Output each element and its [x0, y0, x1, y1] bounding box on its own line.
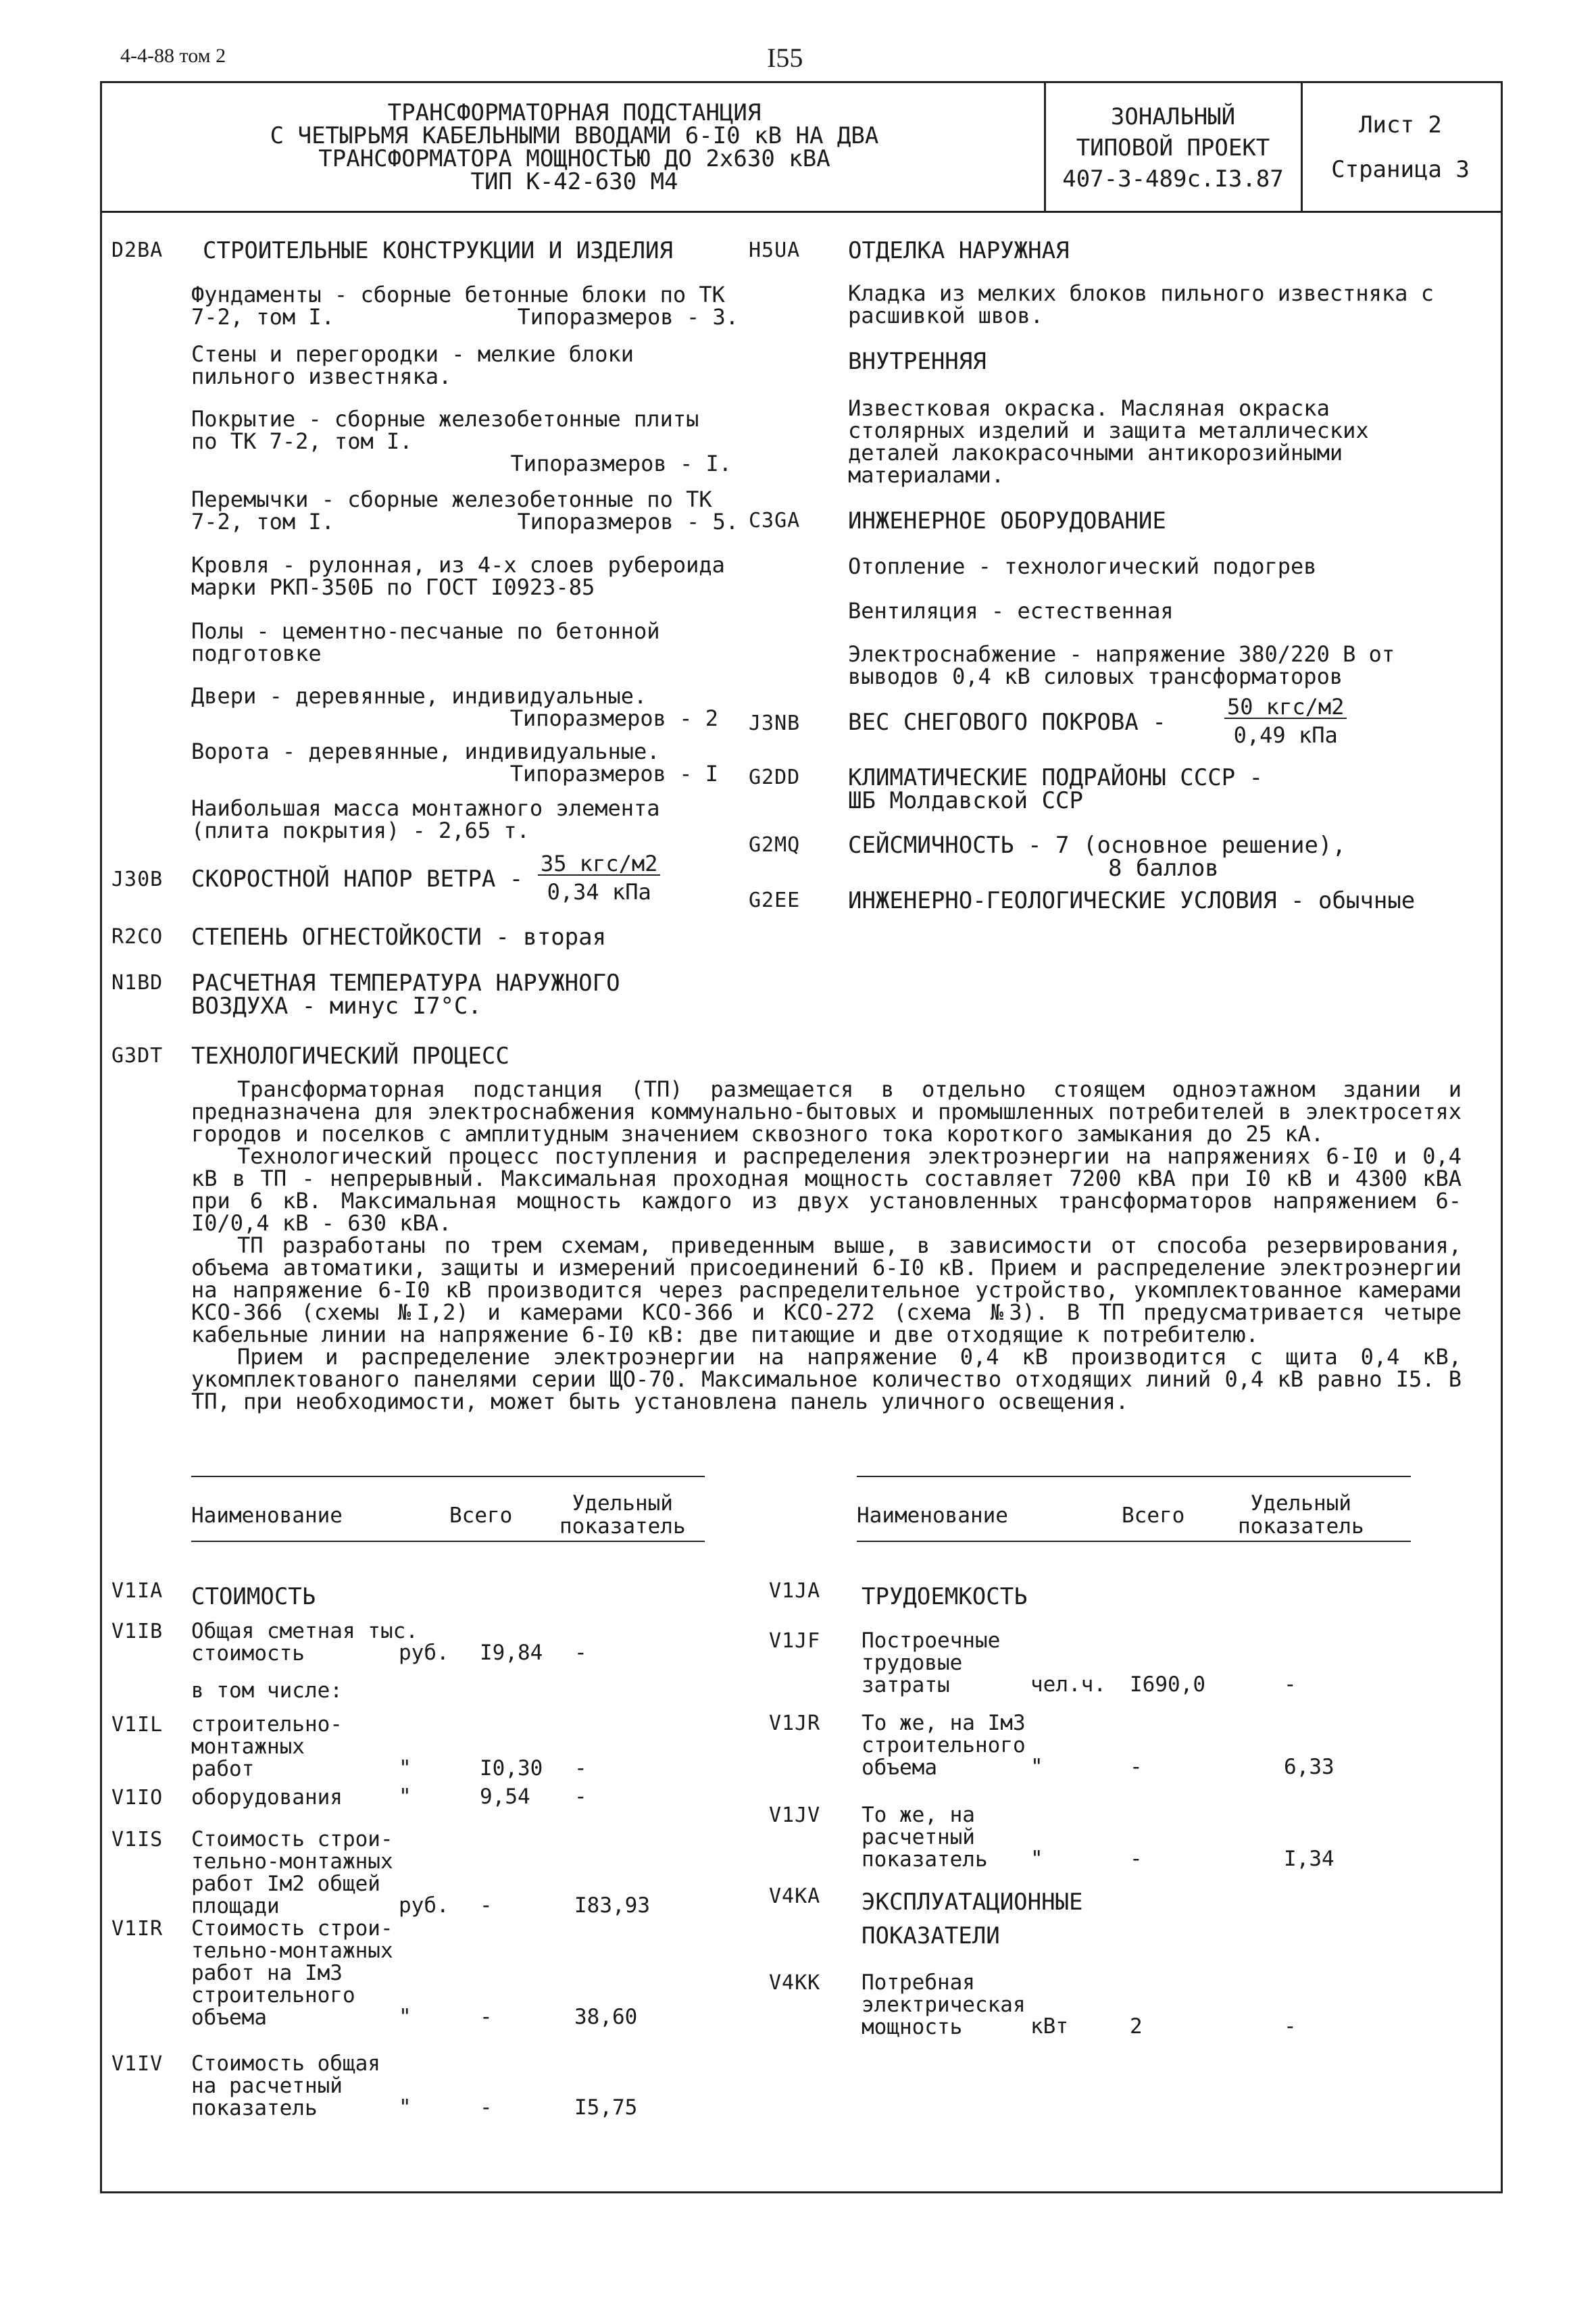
section-code: G2EE	[749, 889, 801, 912]
seismicity-line: СЕЙСМИЧНОСТЬ - 7 (основное решение),	[848, 832, 1346, 859]
header-line: Удельный	[572, 1491, 673, 1516]
row-specific: I,34	[1284, 1847, 1335, 1871]
page-number: I55	[767, 43, 803, 73]
row-name-line: площади	[191, 1894, 280, 1918]
section-heading: ИНЖЕНЕРНОЕ ОБОРУДОВАНИЕ	[848, 507, 1166, 534]
wind-pressure-label: СКОРОСТНОЙ НАПОР ВЕТРА -	[191, 866, 524, 893]
row-name-line: То же, на Iм3	[862, 1711, 1026, 1735]
row-code: V1IA	[111, 1579, 164, 1603]
row-name-line: Потребная	[862, 1970, 975, 1995]
header-line: показатель	[1238, 1514, 1364, 1539]
row-unit: "	[399, 1785, 412, 1809]
equipment-item: Электроснабжение - напряжение 380/220 В от выводов 0,4 кВ силовых трансформаторов	[848, 641, 1395, 689]
section-code: N1BD	[111, 971, 164, 995]
project-designation	[1047, 101, 1299, 195]
row-name	[862, 1580, 1028, 1614]
sub-heading: ВНУТРЕННЯЯ	[848, 348, 987, 375]
row-total: -	[480, 1893, 493, 1918]
row-name-line: расчетный	[862, 1825, 975, 1849]
section-heading: ТЕХНОЛОГИЧЕСКИЙ ПРОЦЕСС	[191, 1043, 509, 1070]
row-total: I690,0	[1130, 1672, 1205, 1697]
row-name-line: затраты	[862, 1673, 950, 1697]
section-code: J3NB	[749, 712, 801, 735]
row-name-line: оборудования	[191, 1785, 343, 1810]
exterior-finish-text: Кладка из мелких блоков пильного известняка с расшивкой швов.	[848, 280, 1434, 328]
seismicity	[848, 834, 1346, 880]
title-line: С ЧЕТЫРЬМЯ КАБЕЛЬНЫМИ ВВОДАМИ 6-I0 кВ НА ДВА	[270, 122, 879, 149]
equipment-item: Вентиляция - естественная	[848, 598, 1174, 624]
row-name-line: строительного	[862, 1733, 1026, 1758]
seismicity-line: 8 баллов	[1108, 855, 1219, 882]
section-code: C3GA	[749, 509, 801, 532]
row-code: V1JR	[769, 1712, 821, 1735]
row-name-line: Стоимость строи-	[191, 1827, 393, 1851]
item-tail: Типоразмеров - 2	[509, 705, 718, 731]
process-paragraph: ТП разработаны по трем схемам, приведенным выше, в зависимости от способа резервирования, объема автоматики, защиты и измерений присоединений 6-I0 кВ. Прием и распределение электроэнергии на напряжение 6-I0 кВ производится через распределительное устройство, укомплектованное камерами КСО-366 (схемы №I,2) и камерами КСО-366 и КСО-272 (схема №3). В ТП предусматривается четыре кабельные линии на напряжение 6-I0 кВ: две питающие и две отходящие к потребителю.	[191, 1233, 1462, 1347]
title-line: ТРАНСФОРМАТОРНАЯ ПОДСТАНЦИЯ	[387, 99, 762, 126]
row-name-line: строительно-	[191, 1712, 343, 1737]
equipment-item: Отопление - технологический подогрев	[848, 553, 1317, 579]
fire-resistance: СТЕПЕНЬ ОГНЕСТОЙКОСТИ - вторая	[191, 924, 607, 951]
row-total: -	[1130, 1847, 1143, 1871]
row-code: V4KA	[769, 1885, 821, 1908]
construction-item	[191, 797, 732, 842]
fraction-numerator: 35 кгс/м2	[538, 853, 660, 876]
row-name-line: в том числе:	[191, 1678, 343, 1703]
interior-finish-text: Известковая окраска. Масляная окраска столярных изделий и защита металлических деталей лакокрасочными антикорозийными материалами.	[848, 395, 1369, 488]
construction-item	[191, 343, 705, 388]
row-name-line: мощность	[862, 2015, 963, 2039]
header-line: Удельный	[1250, 1491, 1351, 1516]
item-text: Ворота - деревянные, индивидуальные.	[191, 739, 660, 764]
row-name	[862, 1885, 1083, 1953]
section-code: R2CO	[111, 925, 164, 949]
construction-item	[191, 620, 732, 665]
section-code: J30B	[111, 868, 164, 891]
row-name-line: показатель	[191, 2096, 318, 2120]
project-line: ЗОНАЛЬНЫЙ	[1110, 103, 1236, 130]
left-header-total: Всего	[449, 1503, 513, 1528]
snow-load-label: ВЕС СНЕГОВОГО ПОКРОВА -	[848, 709, 1166, 736]
row-code: V1IO	[111, 1786, 164, 1810]
row-specific: -	[1284, 1672, 1297, 1697]
project-line: 407-3-489с.I3.87	[1062, 166, 1284, 193]
row-specific: I83,93	[574, 1893, 650, 1918]
row-specific: I5,75	[574, 2095, 638, 2120]
row-name-line: на расчетный	[191, 2074, 343, 2098]
row-unit: "	[399, 1756, 412, 1781]
row-total: 2	[1130, 2014, 1143, 2039]
item-text: Покрытие - сборные железобетонные плиты по ТК 7-2, том I.	[191, 406, 699, 454]
row-unit: "	[1030, 1847, 1043, 1871]
document-title	[108, 101, 1041, 193]
section-code: G2MQ	[749, 833, 801, 857]
row-name-line: СТОИМОСТЬ	[191, 1583, 316, 1610]
construction-item	[191, 741, 718, 785]
row-total: -	[1130, 1755, 1143, 1779]
row-total: -	[480, 2095, 493, 2120]
row-unit: "	[399, 2095, 412, 2120]
title-block-divider-2	[1301, 81, 1303, 211]
item-text: Полы - цементно-песчаные по бетонной подготовке	[191, 618, 660, 666]
row-total: -	[480, 2005, 493, 2029]
temperature-line: ВОЗДУХА - минус I7°С.	[191, 993, 482, 1020]
section-code: H5UA	[749, 239, 801, 262]
row-specific: -	[574, 1785, 587, 1809]
snow-load-fraction	[1224, 696, 1347, 746]
item-text: Кровля - рулонная, из 4-х слоев рубероида марки РКП-350Б по ГОСТ I0923-85	[191, 552, 725, 600]
item-text: Стены и перегородки - мелкие блоки пильного известняка.	[191, 341, 634, 389]
project-line: ТИПОВОЙ ПРОЕКТ	[1076, 134, 1270, 161]
row-specific: 6,33	[1284, 1755, 1335, 1779]
process-paragraph: Прием и распределение электроэнергии на напряжение 0,4 кВ производится с щита 0,4 кВ, укомплектованого панелями серии ЩО-70. Максимальное количество отходящих линий 0,4 кВ равно I5. В ТП, при необходимости, может быть установлена панель уличного освещения.	[191, 1344, 1462, 1414]
row-unit: кВт	[1030, 2014, 1068, 2039]
row-name-line: Построечные	[862, 1628, 1001, 1653]
title-block-divider-1	[1044, 81, 1046, 211]
item-text: Фундаменты - сборные бетонные блоки по ТК 7-2, том I.	[191, 282, 725, 330]
left-header-specific	[559, 1492, 686, 1538]
construction-item	[191, 284, 739, 328]
row-specific: 38,60	[574, 2005, 638, 2029]
item-text: Перемычки - сборные железобетонные по ТК 7-2, том I.	[191, 487, 712, 534]
page-label: Страница 3	[1331, 156, 1470, 183]
fraction-denominator: 0,49 кПа	[1233, 722, 1338, 748]
row-unit: руб.	[399, 1893, 449, 1918]
geology-conditions: ИНЖЕНЕРНО-ГЕОЛОГИЧЕСКИЕ УСЛОВИЯ - обычные	[848, 887, 1416, 914]
left-table-top-rule	[191, 1476, 705, 1477]
row-total: I0,30	[480, 1756, 543, 1781]
row-code: V1IS	[111, 1828, 164, 1851]
row-name-line: То же, на	[862, 1803, 975, 1827]
construction-item	[191, 685, 718, 730]
row-unit: "	[399, 2005, 412, 2029]
row-name-line: объема	[191, 2006, 267, 2030]
row-unit: чел.ч.	[1030, 1672, 1106, 1697]
left-table-header-rule	[191, 1541, 705, 1542]
title-block-bottom-rule	[100, 211, 1501, 213]
row-code: V1JA	[769, 1579, 821, 1603]
row-name	[191, 1580, 316, 1614]
climate-zone	[848, 766, 1263, 812]
row-code: V1IV	[111, 2052, 164, 2076]
row-name-line: Стоимость общая	[191, 2051, 380, 2076]
row-name	[191, 1714, 343, 1781]
design-temperature	[191, 972, 620, 1018]
row-unit: "	[1030, 1755, 1043, 1779]
construction-item	[191, 489, 739, 533]
right-table-top-rule	[857, 1476, 1411, 1477]
climate-line: КЛИМАТИЧЕСКИЕ ПОДРАЙОНЫ СССР -	[848, 764, 1264, 791]
row-code: V1IB	[111, 1620, 164, 1643]
fraction-numerator: 50 кгс/м2	[1224, 696, 1347, 719]
row-name-line: строительного	[191, 1983, 355, 2008]
item-tail: Типоразмеров - 3.	[517, 304, 739, 330]
row-name-line: Стоимость строи-	[191, 1916, 393, 1941]
construction-item	[191, 406, 732, 476]
row-unit: руб.	[399, 1641, 449, 1665]
header-line: показатель	[559, 1514, 686, 1539]
process-paragraph: Трансформаторная подстанция (ТП) размещается в отдельно стоящем одноэтажном здании и предназначена для электроснабжения коммунально-бытовых и промышленных потребителей в электросетях городов и поселков с амплитудным значением сквозного тока короткого замыкания до 25 кА.	[191, 1076, 1462, 1147]
item-text: Двери - деревянные, индивидуальные.	[191, 683, 647, 709]
sheet-number: Лист 2	[1359, 111, 1442, 139]
row-name-line: работ на Iм3	[191, 1961, 343, 1985]
row-name-line: тельно-монтажных	[191, 1849, 393, 1874]
row-name-line: работ	[191, 1757, 255, 1781]
row-code: V4KK	[769, 1971, 821, 1995]
section-heading: ОТДЕЛКА НАРУЖНАЯ	[848, 237, 1070, 264]
right-header-name: Наименование	[857, 1503, 1008, 1528]
title-line: ТРАНСФОРМАТОРА МОЩНОСТЬЮ ДО 2х630 кВА	[318, 145, 830, 172]
item-tail: Типоразмеров - I	[509, 761, 718, 787]
row-name	[191, 1620, 418, 1665]
row-name	[191, 1787, 343, 1809]
item-tail: Типоразмеров - I.	[510, 451, 732, 476]
item-tail: Типоразмеров - 5.	[517, 509, 739, 534]
row-name	[191, 1828, 393, 1918]
temperature-line: РАСЧЕТНАЯ ТЕМПЕРАТУРА НАРУЖНОГО	[191, 970, 620, 997]
process-paragraph: Технологический процесс поступления и распределения электроэнергии на напряжениях 6-I0 и 0,4 кВ в ТП - непрерывный. Максимальная проходная мощность составляет 7200 кВА при I0 кВ и 4300 кВА при 6 кВ. Максимальная мощность каждого из двух установленных трансформаторов напряжением 6-I0/0,4 кВ - 630 кВА.	[191, 1143, 1462, 1236]
row-name	[191, 1680, 343, 1702]
row-name-line: работ Iм2 общей	[191, 1872, 380, 1896]
row-specific: -	[574, 1641, 587, 1665]
row-name	[862, 1972, 1026, 2039]
row-name	[862, 1712, 1026, 1779]
row-name	[191, 2053, 380, 2120]
row-code: V1JF	[769, 1629, 821, 1653]
row-name	[862, 1630, 1000, 1697]
row-name	[862, 1804, 988, 1871]
section-heading: СТРОИТЕЛЬНЫЕ КОНСТРУКЦИИ И ИЗДЕЛИЯ	[203, 237, 673, 264]
row-name-line: ЭКСПЛУАТАЦИОННЫЕ	[862, 1889, 1083, 1916]
row-name-line: трудовые	[862, 1651, 963, 1675]
row-name-line: объема	[862, 1756, 937, 1780]
row-specific: -	[574, 1756, 587, 1781]
wind-pressure-fraction	[538, 853, 660, 903]
section-code: G3DT	[111, 1044, 164, 1068]
volume-label: 4-4-88 том 2	[120, 45, 226, 67]
right-header-specific	[1238, 1492, 1364, 1538]
row-name-line: электрическая	[862, 1993, 1026, 2017]
row-name-line: Общая сметная тыс.	[191, 1619, 418, 1643]
row-total: I9,84	[480, 1641, 543, 1665]
construction-item	[191, 554, 732, 599]
left-header-name: Наименование	[191, 1503, 343, 1528]
process-description	[191, 1078, 1462, 1413]
row-code: V1JV	[769, 1803, 821, 1827]
row-total: 9,54	[480, 1785, 530, 1809]
climate-line: ШБ Молдавской ССР	[848, 787, 1083, 814]
right-table-header-rule	[857, 1541, 1411, 1542]
item-text: Наибольшая масса монтажного элемента (плита покрытия) - 2,65 т.	[191, 795, 660, 843]
row-code: V1IR	[111, 1917, 164, 1941]
row-name-line: ПОКАЗАТЕЛИ	[862, 1922, 1000, 1949]
section-code: D2BA	[111, 239, 164, 262]
title-line: ТИП К-42-630 М4	[470, 168, 678, 195]
row-name-line: показатель	[862, 1847, 988, 1872]
row-code: V1IL	[111, 1713, 164, 1737]
row-name-line: монтажных	[191, 1735, 305, 1759]
row-specific: -	[1284, 2014, 1297, 2039]
row-name	[191, 1918, 393, 2029]
row-name-line: тельно-монтажных	[191, 1939, 393, 1963]
row-name-line: ТРУДОЕМКОСТЬ	[862, 1583, 1028, 1610]
right-header-total: Всего	[1122, 1503, 1185, 1528]
section-code: G2DD	[749, 766, 801, 789]
row-name-line: стоимость	[191, 1641, 305, 1666]
fraction-denominator: 0,34 кПа	[547, 879, 651, 905]
